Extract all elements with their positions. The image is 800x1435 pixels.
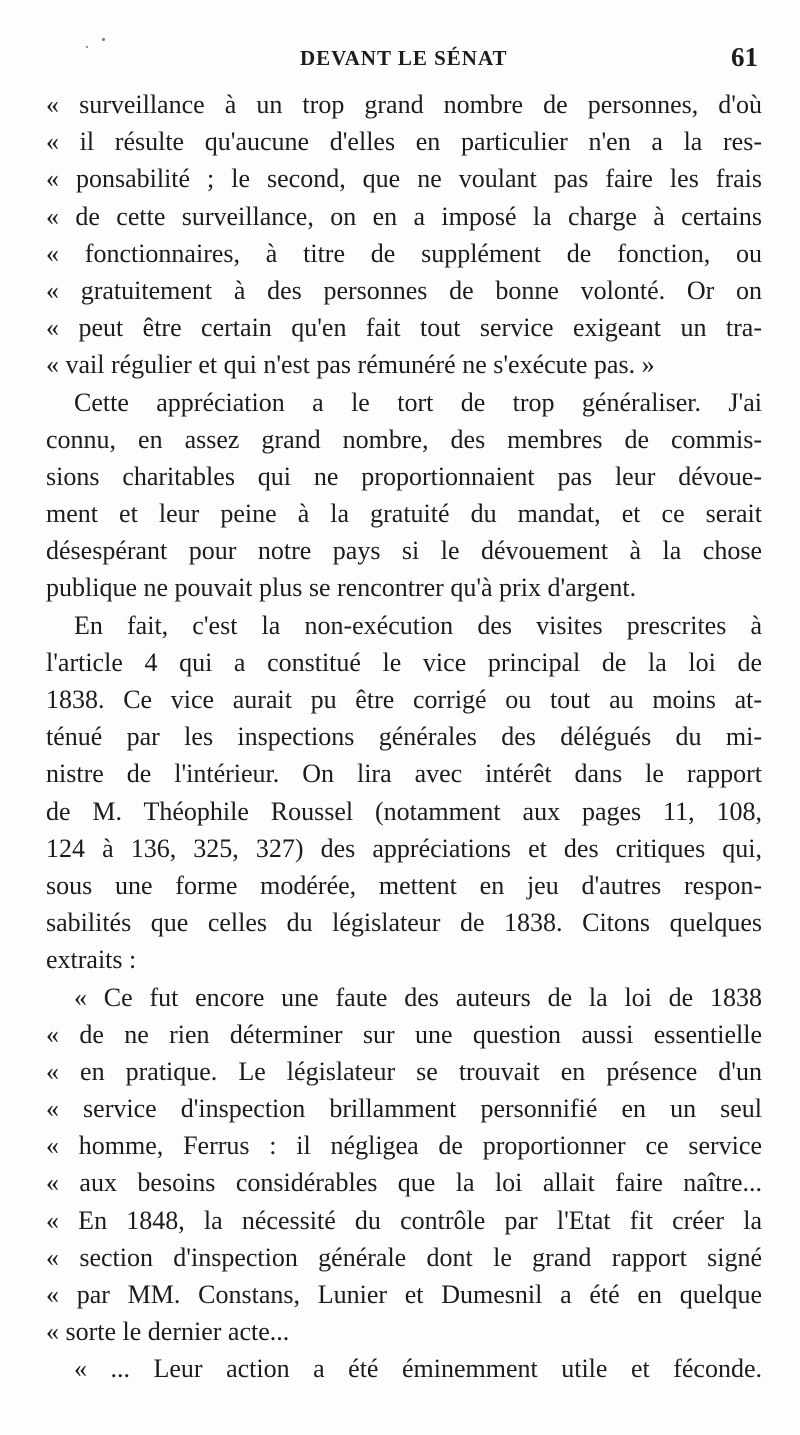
text-line: « en pratique. Le législateur se trouvait en présence d'un <box>46 1056 762 1086</box>
text-line: sions charitables qui ne proportionnaient pas leur dévoue- <box>46 461 762 491</box>
text-line: « surveillance à un trop grand nombre de personnes, d'où <box>46 90 762 119</box>
text-line: « par MM. Constans, Lunier et Dumesnil a été en quelque <box>46 1280 762 1309</box>
quote-start-line: « Ce fut encore une faute des auteurs de la loi de 1838 <box>74 982 762 1012</box>
text-line: ment et leur peine à la gratuité du mandat, et ce serait <box>46 499 762 529</box>
text-line: « service d'inspection brillamment personnifié en un seul <box>46 1094 762 1124</box>
text-line: connu, en assez grand nombre, des membres de commis- <box>46 424 762 454</box>
text-line: « section d'inspection générale dont le grand rapport signé <box>46 1242 762 1272</box>
text-line: « homme, Ferrus : il négligea de proportionner ce service <box>46 1131 762 1161</box>
text-line: extraits : <box>46 945 137 975</box>
body-text <box>46 86 762 1388</box>
text-line: 124 à 136, 325, 327) des appréciations et des critiques qui, <box>46 833 762 863</box>
print-speck <box>102 38 105 41</box>
text-line: « gratuitement à des personnes de bonne volonté. Or on <box>46 275 762 305</box>
text-line: désespérant pour notre pays si le dévouement à la chose <box>46 536 762 566</box>
text-line: « peut être certain qu'en fait tout service exigeant un tra- <box>46 313 762 343</box>
running-head: DEVANT LE SÉNAT <box>300 46 508 70</box>
paragraph-start-line: Cette appréciation a le tort de trop généraliser. J'ai <box>74 387 762 417</box>
text-line: « il résulte qu'aucune d'elles en particulier n'en a la res- <box>46 127 762 157</box>
page-header <box>0 42 800 82</box>
text-line: 1838. Ce vice aurait pu être corrigé ou tout au moins at- <box>46 685 762 714</box>
text-line: « En 1848, la nécessité du contrôle par l'Etat fit créer la <box>46 1205 762 1235</box>
text-line: sabilités que celles du législateur de 1838. Citons quelques <box>46 908 762 938</box>
text-line: publique ne pouvait plus se rencontrer qu'à prix d'argent. <box>46 573 637 603</box>
text-line: « ... Leur action a été éminemment utile et féconde. <box>74 1354 762 1384</box>
text-line: « vail régulier et qui n'est pas rémunéré ne s'exécute pas. » <box>46 350 655 380</box>
text-line: « ponsabilité ; le second, que ne voulant pas faire les frais <box>46 164 762 194</box>
text-line: l'article 4 qui a constitué le vice principal de la loi de <box>46 647 762 677</box>
text-line: « de cette surveillance, on en a imposé la charge à certains <box>46 201 762 231</box>
text-line: sous une forme modérée, mettent en jeu d'autres respon- <box>46 870 762 900</box>
page-number: 61 <box>731 42 758 72</box>
paragraph-start-line: En fait, c'est la non-exécution des visites prescrites à <box>74 610 762 640</box>
text-line: « de ne rien déterminer sur une question aussi essentielle <box>46 1019 762 1049</box>
text-line: « sorte le dernier acte... <box>46 1317 290 1347</box>
text-line: de M. Théophile Roussel (notamment aux pages 11, 108, <box>46 796 762 826</box>
text-line: « aux besoins considérables que la loi allait faire naître... <box>46 1168 762 1198</box>
text-line: ténué par les inspections générales des délégués du mi- <box>46 722 762 752</box>
text-line: « fonctionnaires, à titre de supplément de fonction, ou <box>46 238 762 268</box>
print-speck <box>86 46 88 48</box>
text-line: nistre de l'intérieur. On lira avec intérêt dans le rapport <box>46 759 762 789</box>
